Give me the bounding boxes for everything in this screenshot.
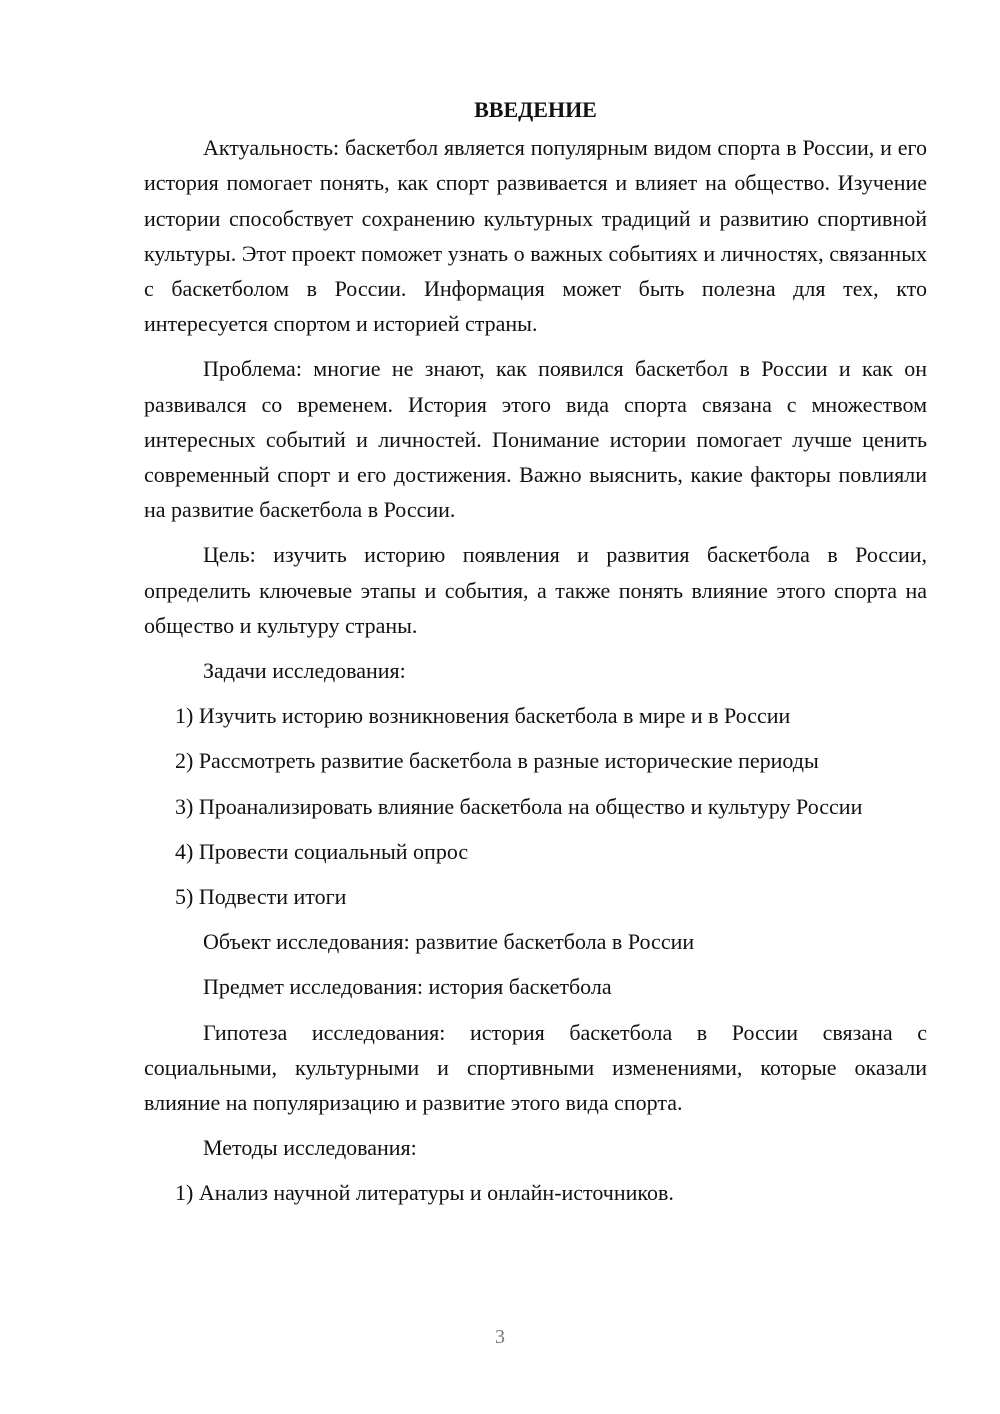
page-number: 3 <box>495 1326 505 1348</box>
list-item: 5) Подвести итоги <box>175 884 347 910</box>
paragraph-relevance: Актуальность: баскетбол является популярным видом спорта в России, и его история помогает понять, как спорт развивается и влияет на общество. Изучение истории способствует сохранению культурных традиций и развитию спортивной культуры. Этот проект поможет узнать о важных событиях и личностях, связанных с баскетболом в России. Информация может быть полезна для тех, кто интересуется спортом и историей страны. <box>144 135 927 337</box>
research-subject: Предмет исследования: история баскетбола <box>203 974 612 1000</box>
list-item: 4) Провести социальный опрос <box>175 838 469 864</box>
methods-list <box>144 1175 927 1210</box>
document-page <box>144 92 927 1221</box>
list-item: 1) Анализ научной литературы и онлайн-источников. <box>175 1180 674 1206</box>
research-object: Объект исследования: развитие баскетбола в России <box>203 929 695 955</box>
tasks-heading: Задачи исследования: <box>203 658 406 684</box>
paragraph-goal: Цель: изучить историю появления и развития баскетбола в России, определить ключевые этапы и события, а также понять влияние этого спорта на общество и культуру страны. <box>144 542 927 638</box>
paragraph-hypothesis: Гипотеза исследования: история баскетбола в России связана с социальными, культурными и спортивными изменениями, которые оказали влияние на популяризацию и развитие этого вида спорта. <box>144 1019 927 1116</box>
section-title: ВВЕДЕНИЕ <box>474 97 597 122</box>
list-item: 1) Изучить историю возникновения баскетбола в мире и в России <box>175 703 791 729</box>
tasks-list <box>144 698 927 914</box>
methods-heading: Методы исследования: <box>203 1135 417 1161</box>
paragraph-problem: Проблема: многие не знают, как появился баскетбол в России и как он развивался со временем. История этого вида спорта связана с множеством интересных событий и личностей. Понимание истории помогает лучше ценить современный спорт и его достижения. Важно выяснить, какие факторы повлияли на развитие баскетбола в России. <box>144 356 927 523</box>
list-item: 3) Проанализировать влияние баскетбола на общество и культуру России <box>175 793 863 819</box>
list-item: 2) Рассмотреть развитие баскетбола в разные исторические периоды <box>175 748 819 774</box>
